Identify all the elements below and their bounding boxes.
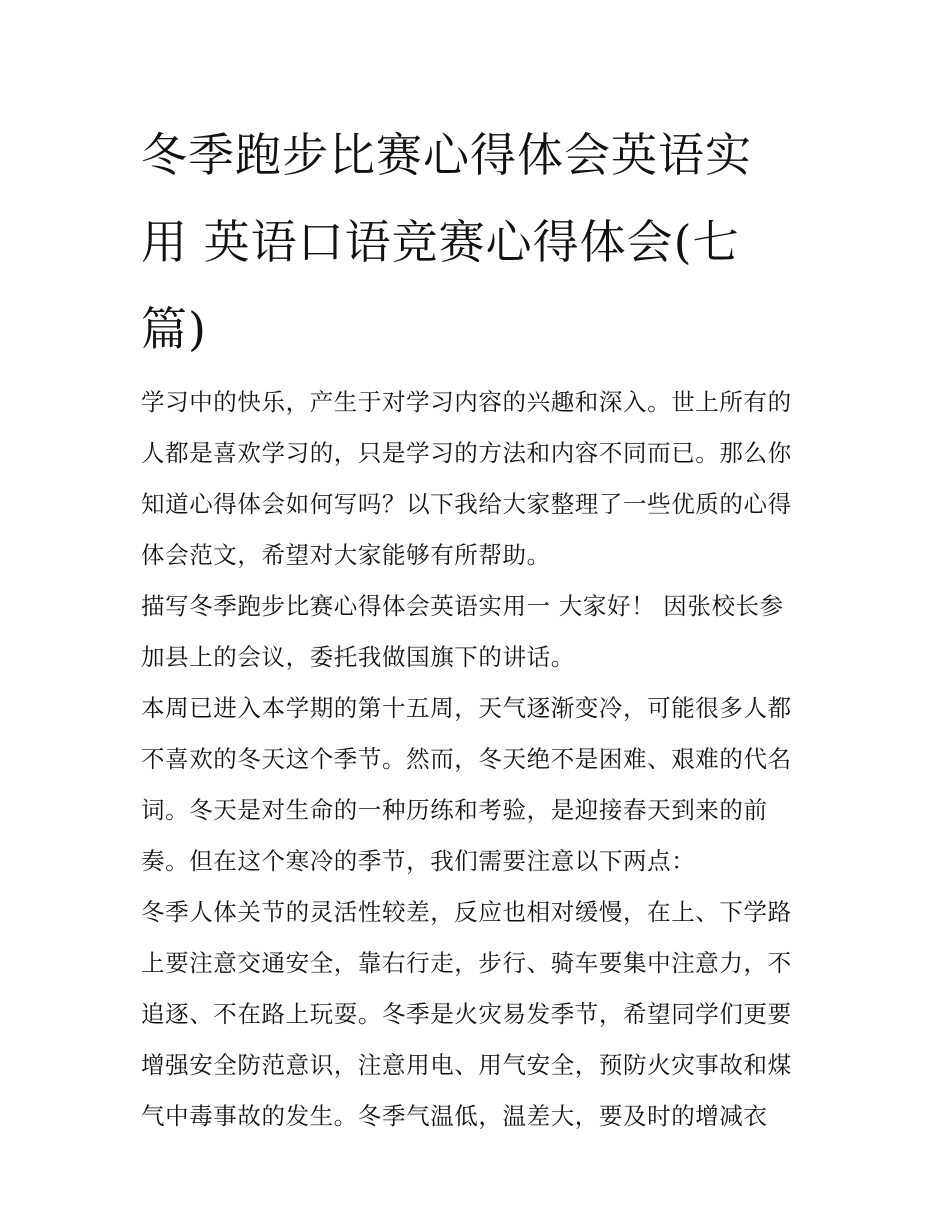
text-line: 词。冬天是对生命的一种历练和考验，是迎接春天到来的前 xyxy=(141,796,768,824)
text-line: 学习中的快乐，产生于对学习内容的兴趣和深入。世上所有的 xyxy=(141,388,792,416)
title-line: 用 英语口语竞赛心得体会(七 xyxy=(141,215,740,269)
paragraph-greeting xyxy=(141,581,821,683)
text-line: 追逐、不在路上玩耍。冬季是火灾易发季节，希望同学们更要 xyxy=(141,1000,792,1028)
document-page xyxy=(141,112,821,1142)
text-line: 奏。但在这个寒冷的季节，我们需要注意以下两点： xyxy=(141,847,696,875)
paragraph-safety xyxy=(141,887,821,1142)
text-line: 体会范文，希望对大家能够有所帮助。 xyxy=(141,541,551,569)
paragraph-winter xyxy=(141,683,821,887)
title-line: 冬季跑步比赛心得体会英语实 xyxy=(141,128,752,182)
text-line: 人都是喜欢学习的，只是学习的方法和内容不同而已。那么你 xyxy=(141,439,792,467)
text-line: 不喜欢的冬天这个季节。然而，冬天绝不是困难、艰难的代名 xyxy=(141,745,792,773)
paragraph-intro xyxy=(141,377,821,581)
text-line: 本周已进入本学期的第十五周，天气逐渐变冷，可能很多人都 xyxy=(141,694,792,722)
text-line: 气中毒事故的发生。冬季气温低，温差大，要及时的增减衣 xyxy=(141,1102,768,1130)
text-line: 知道心得体会如何写吗？以下我给大家整理了一些优质的心得 xyxy=(141,490,792,518)
text-line: 加县上的会议，委托我做国旗下的讲话。 xyxy=(141,643,575,671)
text-line: 描写冬季跑步比赛心得体会英语实用一 大家好！ 因张校长参 xyxy=(141,592,784,620)
text-line: 增强安全防范意识，注意用电、用气安全，预防火灾事故和煤 xyxy=(141,1051,792,1079)
title-line: 篇) xyxy=(141,302,207,356)
text-line: 冬季人体关节的灵活性较差，反应也相对缓慢，在上、下学路 xyxy=(141,898,792,926)
text-line: 上要注意交通安全，靠右行走，步行、骑车要集中注意力，不 xyxy=(141,949,792,977)
document-title xyxy=(141,112,821,373)
